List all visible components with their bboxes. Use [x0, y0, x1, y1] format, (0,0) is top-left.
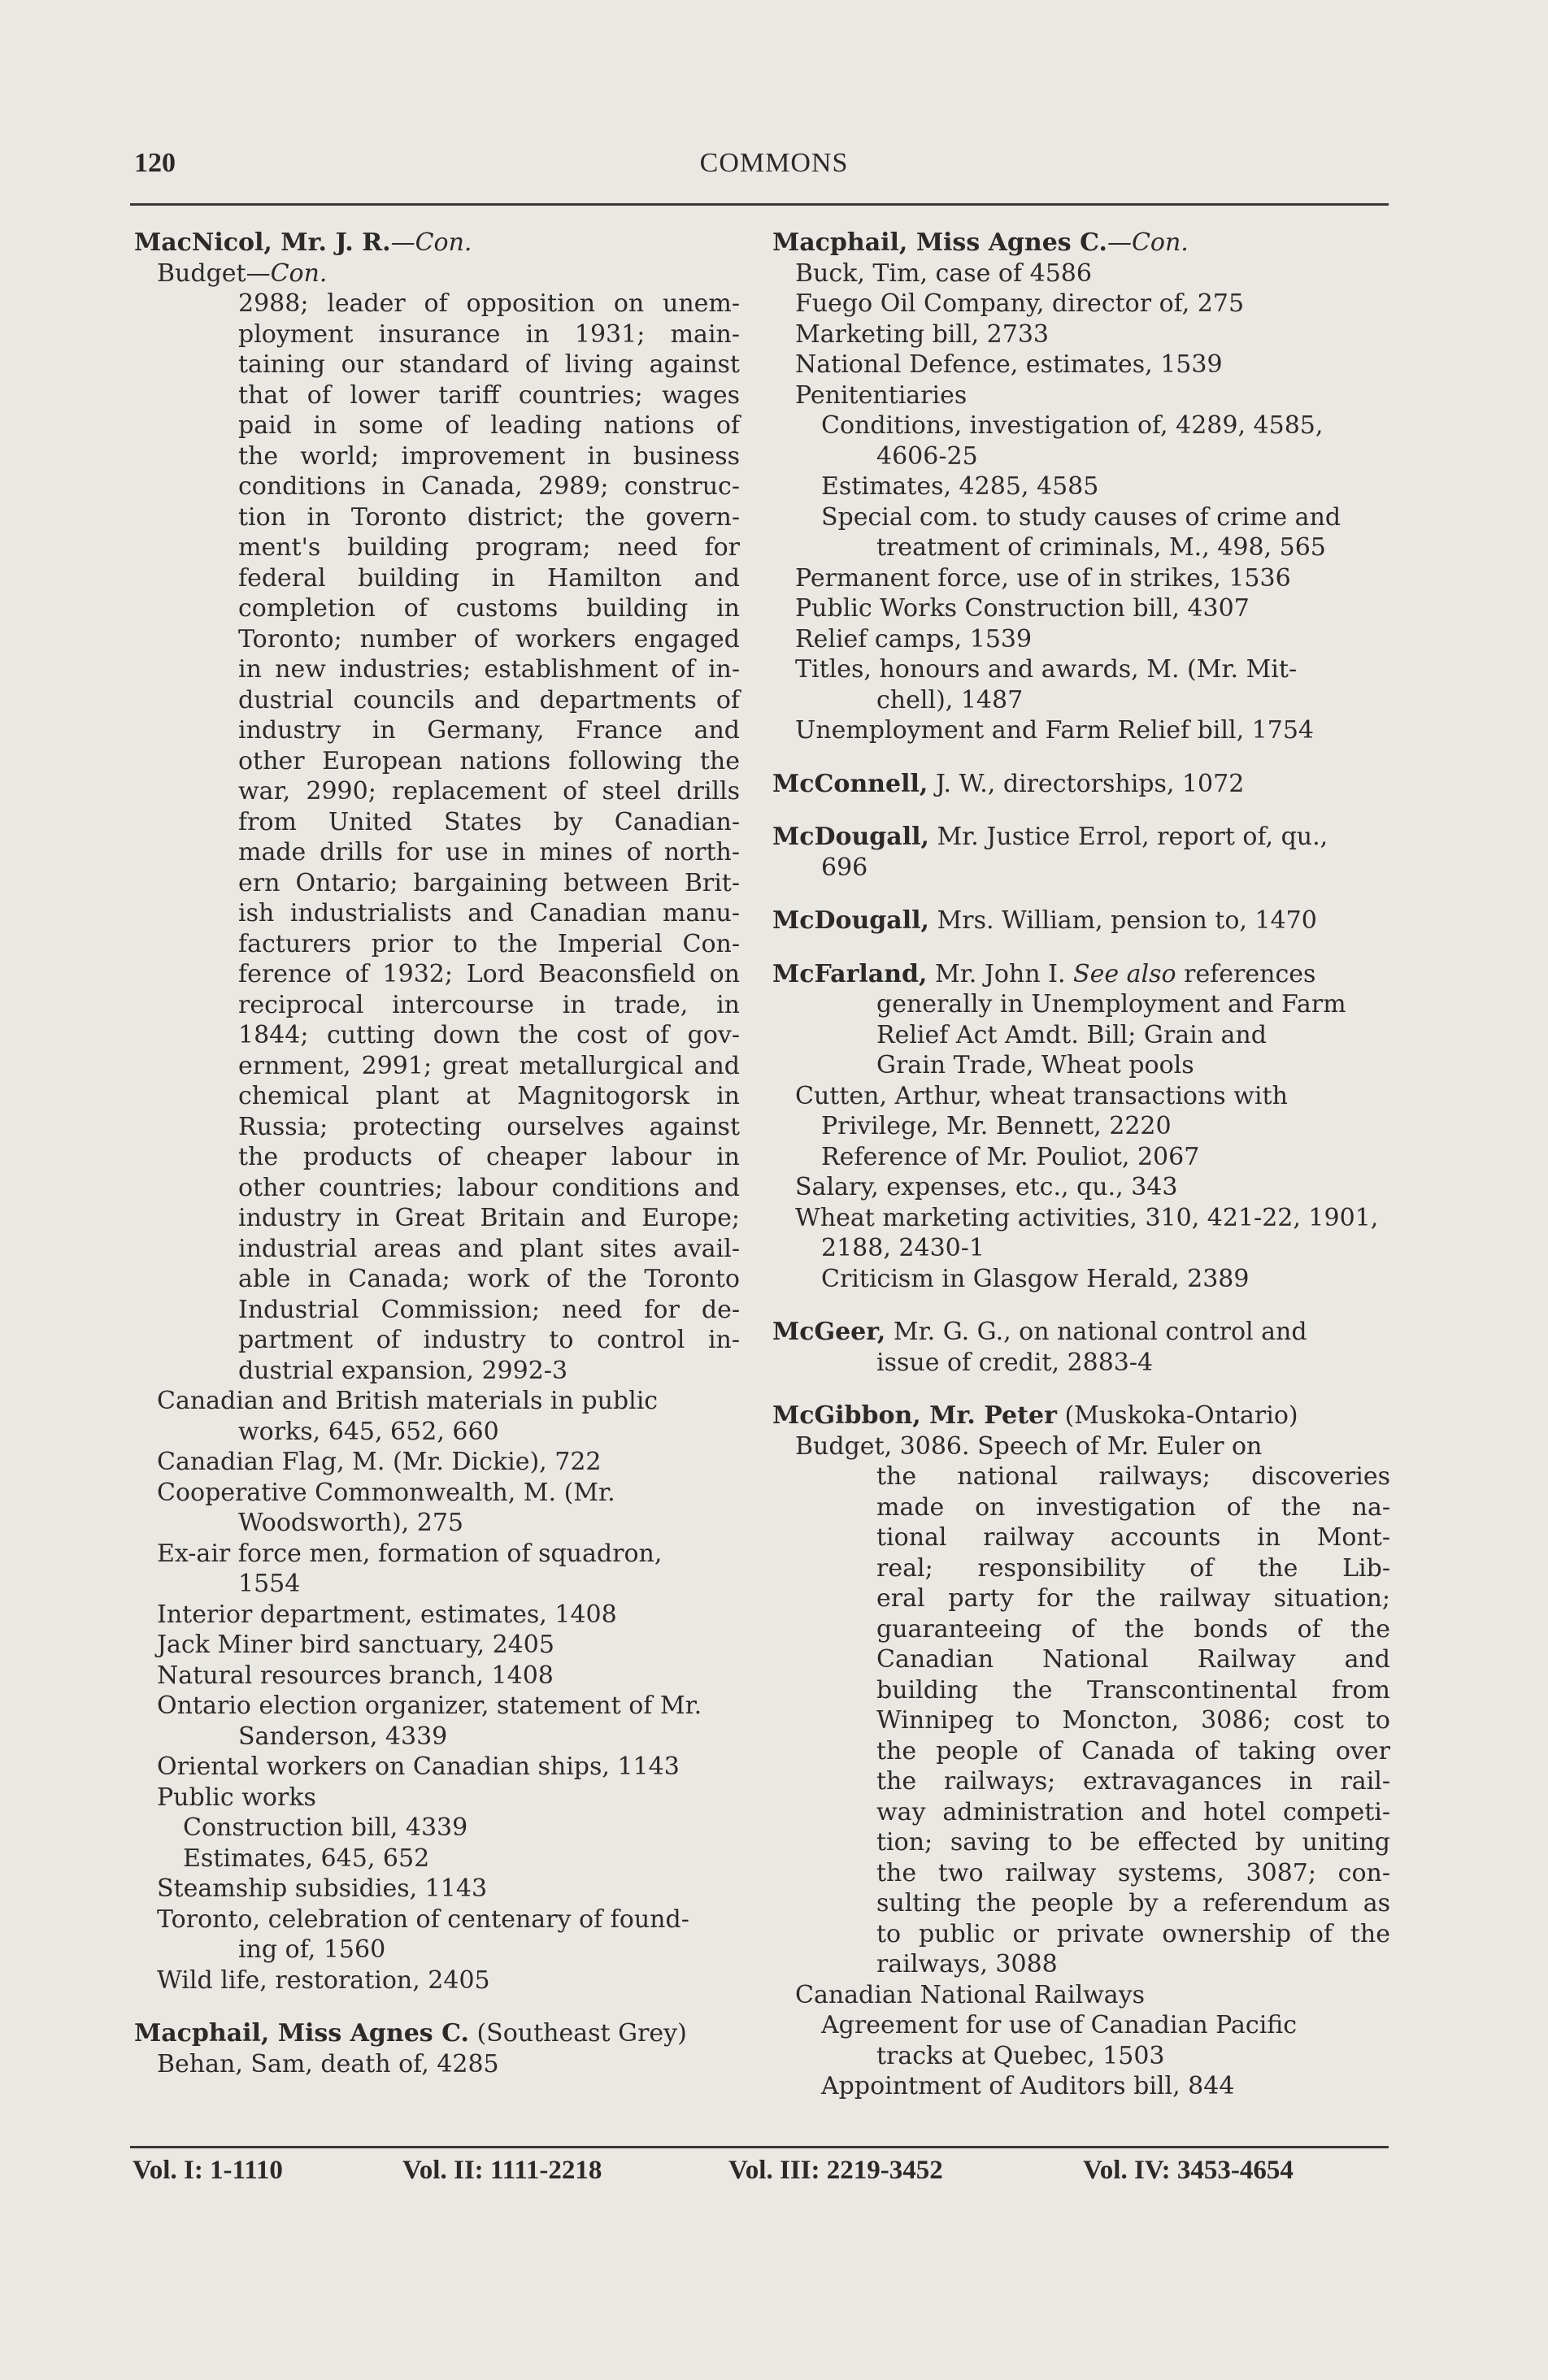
subentry: Salary, expenses, etc., qu., 343 [795, 1173, 1178, 1201]
subentry: Cooperative Commonwealth, M. (Mr. [157, 1478, 615, 1507]
entry-heading: Macphail, Miss Agnes C.—Con. [772, 228, 1189, 257]
text-line: Canadian National Railway and [876, 1645, 1390, 1674]
text-line: ern Ontario; bargaining between Brit- [238, 868, 740, 897]
text-line: the world; improvement in business [238, 441, 740, 471]
page-title: COMMONS [699, 148, 849, 178]
text-line: the products of cheaper labour in [238, 1143, 740, 1171]
text-line: other European nations following the [238, 746, 740, 775]
text-line: real; responsibility of the Lib- [876, 1553, 1390, 1583]
left-column [134, 228, 740, 2079]
text-line: taining our standard of living against [238, 350, 740, 379]
entry-continuation: issue of credit, 2883-4 [876, 1348, 1154, 1377]
subentry: Public Works Construction bill, 4307 [795, 594, 1250, 623]
subentry: Agreement for use of Canadian Pacific [821, 2011, 1298, 2039]
subentry: Relief camps, 1539 [795, 624, 1033, 654]
text-line: made on investigation of the na- [876, 1492, 1390, 1522]
text-line: guaranteeing of the bonds of the [876, 1614, 1390, 1644]
subentry: 2188, 2430-1 [821, 1234, 985, 1262]
text-line: conditions in Canada, 2989; construc- [238, 472, 740, 501]
subheading: Budget—Con. [157, 258, 328, 288]
subentry: Permanent force, use of in strikes, 1536 [795, 563, 1291, 593]
volume-range: Vol. III: 2219-3452 [728, 2156, 943, 2185]
text-line: dustrial expansion, 2992-3 [238, 1356, 568, 1385]
text-line: Russia; protecting ourselves against [238, 1112, 740, 1141]
mcgibbon-paragraph [772, 1461, 1390, 1980]
subentry: Wild life, restoration, 2405 [157, 1965, 490, 1995]
text-line: tion in Toronto district; the govern- [238, 502, 740, 532]
subentry: Unemployment and Farm Relief bill, 1754 [795, 716, 1314, 745]
subentry: Behan, Sam, death of, 4285 [157, 2049, 499, 2078]
text-line: industrial areas and plant sites avail- [238, 1234, 740, 1263]
text-line: Industrial Commission; need for de- [238, 1295, 740, 1324]
text-line: tion; saving to be effected by uniting [876, 1828, 1390, 1857]
text-line: 2988; leader of opposition on unem- [238, 289, 740, 318]
entry-heading: McDougall, Mr. Justice Errol, report of, qu., [772, 823, 1328, 851]
entry-continuation: 696 [821, 853, 868, 882]
text-line: dustrial councils and departments of [238, 685, 740, 714]
entry-heading: McGibbon, Mr. Peter (Muskoka-Ontario) [772, 1401, 1298, 1430]
entry-heading: MacNicol, Mr. J. R.—Con. [134, 228, 472, 257]
text-line: paid in some of leading nations of [238, 411, 740, 440]
text-line: eral party for the railway situation; [876, 1584, 1390, 1613]
entry-heading: McConnell, J. W., directorships, 1072 [772, 769, 1245, 798]
text-line: ish industrialists and Canadian manu- [238, 899, 740, 927]
subentry: Canadian National Railways [795, 1980, 1146, 2009]
subentry: Jack Miner bird sanctuary, 2405 [157, 1631, 554, 1659]
subentry: Estimates, 4285, 4585 [821, 472, 1099, 501]
budget-paragraph [134, 289, 740, 1386]
entry-heading: McGeer, Mr. G. G., on national control and [772, 1318, 1307, 1346]
text-line: railways, 3088 [876, 1950, 1058, 1978]
subentry: Reference of Mr. Pouliot, 2067 [821, 1142, 1200, 1171]
text-line: made drills for use in mines of north- [238, 838, 740, 866]
subentry: 4606-25 [876, 441, 978, 471]
subentry: chell), 1487 [876, 685, 1024, 714]
text-line: partment of industry to control in- [238, 1326, 740, 1354]
subentry: Canadian and British materials in public [157, 1387, 659, 1415]
entry-continuation: Grain Trade, Wheat pools [876, 1051, 1194, 1079]
volume-range: Vol. II: 1111-2218 [402, 2156, 602, 2185]
right-column [772, 228, 1390, 2102]
text-line: in new industries; establishment of in- [238, 655, 740, 684]
subentry: Ex-air force men, formation of squadron, [157, 1539, 663, 1568]
text-line: reciprocal intercourse in trade, in [238, 990, 740, 1019]
entry-continuation: Relief Act Amdt. Bill; Grain and [876, 1020, 1267, 1049]
subentry: Conditions, investigation of, 4289, 4585, [821, 411, 1324, 440]
subentry: Oriental workers on Canadian ships, 1143 [157, 1752, 680, 1781]
text-line: Toronto; number of workers engaged [238, 624, 740, 654]
text-line: 1844; cutting down the cost of gov- [238, 1021, 740, 1049]
text-line: ference of 1932; Lord Beaconsfield on [238, 960, 740, 988]
subentry: Marketing bill, 2733 [795, 319, 1049, 349]
subentry: Criticism in Glasgow Herald, 2389 [821, 1264, 1250, 1293]
subentry: Natural resources branch, 1408 [157, 1661, 554, 1690]
text-line: Winnipeg to Moncton, 3086; cost to [876, 1706, 1390, 1735]
subentry: Buck, Tim, case of 4586 [795, 258, 1092, 288]
subentry: treatment of criminals, M., 498, 565 [876, 533, 1326, 562]
entry-continuation: tracks at Quebec, 1503 [876, 2041, 1165, 2070]
entry-continuation: Woodsworth), 275 [238, 1509, 464, 1537]
page-header [0, 148, 1548, 189]
entry-heading: Macphail, Miss Agnes C. (Southeast Grey) [134, 2019, 687, 2048]
text-line: ployment insurance in 1931; main- [238, 319, 740, 349]
subentry: Privilege, Mr. Bennett, 2220 [821, 1112, 1172, 1140]
entry-continuation: works, 645, 652, 660 [238, 1417, 499, 1446]
left-entries [134, 1386, 740, 1996]
text-line: sulting the people by a referendum as [876, 1889, 1390, 1917]
subentry: Interior department, estimates, 1408 [157, 1600, 617, 1629]
entry-continuation: Sanderson, 4339 [238, 1722, 448, 1751]
text-line: federal building in Hamilton and [238, 563, 740, 593]
text-line: that of lower tariff countries; wages [238, 380, 740, 410]
entry-heading: McFarland, Mr. John I. See also references [772, 959, 1316, 988]
subentry: Cutten, Arthur, wheat transactions with [795, 1081, 1288, 1110]
subentry: Wheat marketing activities, 310, 421-22, 1901, [795, 1203, 1379, 1232]
volume-range: Vol. IV: 3453-4654 [1083, 2156, 1294, 2185]
macphail-subentries [772, 258, 1390, 746]
text-line: facturers prior to the Imperial Con- [238, 929, 740, 958]
text-line: industry in Germany, France and [238, 716, 740, 745]
text-line: ernment, 2991; great metallurgical and [238, 1051, 740, 1080]
subentry: Fuego Oil Company, director of, 275 [795, 289, 1245, 318]
text-line: way administration and hotel competi- [876, 1797, 1390, 1826]
text-line: other countries; labour conditions and [238, 1173, 740, 1202]
subentry: Penitentiaries [795, 380, 968, 410]
page-number: 120 [134, 148, 176, 178]
text-line: the railways; extravagances in rail- [876, 1767, 1390, 1796]
subentry: Titles, honours and awards, M. (Mr. Mit- [795, 655, 1298, 684]
subentry: Steamship subsidies, 1143 [157, 1874, 488, 1903]
text-line: to public or private ownership of the [876, 1919, 1390, 1948]
entry-continuation: generally in Unemployment and Farm [876, 990, 1346, 1018]
text-line: war, 2990; replacement of steel drills [238, 777, 740, 806]
entry-continuation: 1554 [238, 1570, 301, 1598]
subentry: Special com. to study causes of crime and [821, 502, 1341, 532]
volume-range: Vol. I: 1-1110 [133, 2156, 283, 2185]
text-line: building the Transcontinental from [876, 1675, 1390, 1705]
text-line: the two railway systems, 3087; con- [876, 1858, 1390, 1887]
text-line: industry in Great Britain and Europe; [238, 1204, 740, 1232]
text-line: the national railways; discoveries [876, 1462, 1390, 1491]
text-line: from United States by Canadian- [238, 807, 740, 836]
subentry: Public works [157, 1783, 316, 1812]
footer-rule [130, 2146, 1389, 2148]
text-line: ment's building program; need for [238, 533, 740, 562]
mcfarland-subentries [772, 1081, 1390, 1295]
subentry: Canadian Flag, M. (Mr. Dickie), 722 [157, 1448, 602, 1476]
text-line: the people of Canada of taking over [876, 1736, 1390, 1765]
subentry: Appointment of Auditors bill, 844 [821, 2072, 1235, 2100]
subentry: Toronto, celebration of centenary of found- [157, 1904, 689, 1934]
subentry: Budget, 3086. Speech of Mr. Euler on [795, 1431, 1263, 1461]
entry-heading: McDougall, Mrs. William, pension to, 1470 [772, 906, 1317, 935]
subentry: Estimates, 645, 652 [183, 1844, 430, 1873]
subentry: Construction bill, 4339 [183, 1813, 468, 1842]
text-line: tional railway accounts in Mont- [876, 1523, 1390, 1552]
subentry: National Defence, estimates, 1539 [795, 350, 1223, 379]
header-rule [130, 203, 1389, 206]
entry-continuation: ing of, 1560 [238, 1935, 386, 1964]
subentry: Ontario election organizer, statement of Mr. [157, 1692, 702, 1720]
volume-footer [0, 2156, 1548, 2196]
text-line: able in Canada; work of the Toronto [238, 1265, 740, 1293]
text-line: chemical plant at Magnitogorsk in [238, 1082, 740, 1110]
text-line: completion of customs building in [238, 594, 740, 623]
